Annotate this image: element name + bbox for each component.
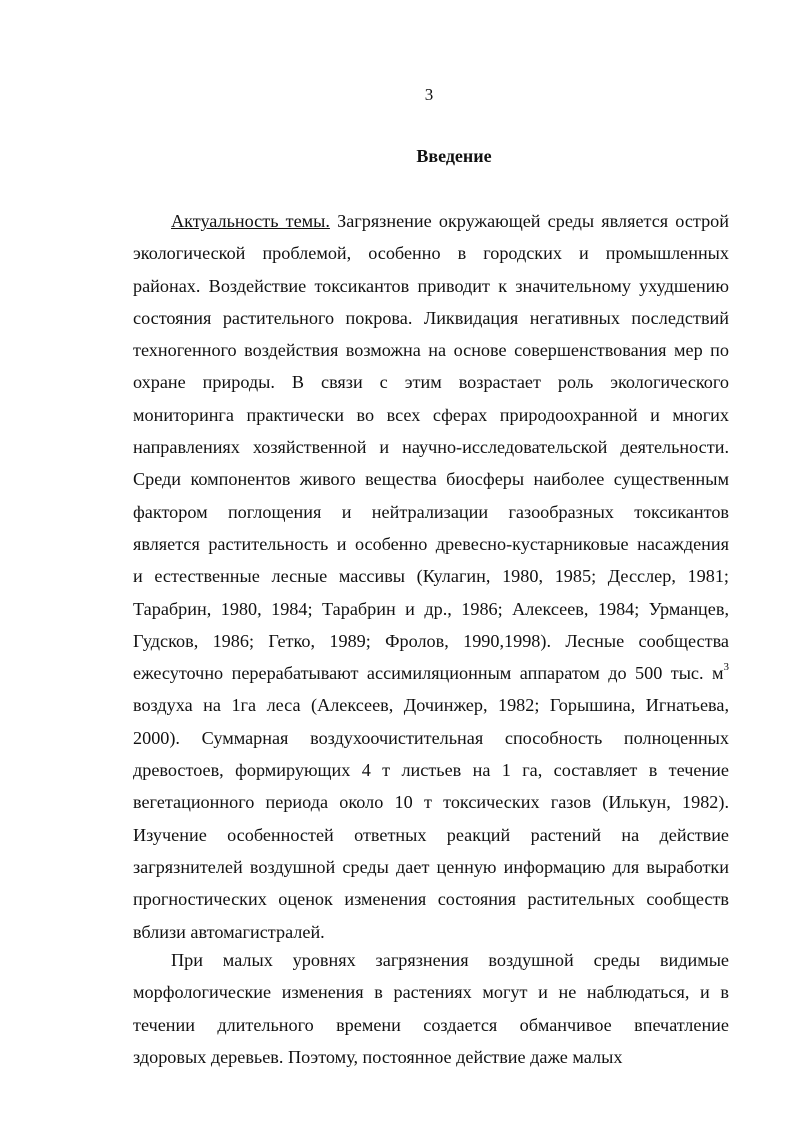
paragraph-line: охране природы. В связи с этим возрастает роль экологического (133, 372, 729, 393)
paragraph-line: воздуха на 1га леса (Алексеев, Дочинжер, 1982; Горышина, Игнатьева, (133, 695, 729, 716)
paragraph-line: направлениях хозяйственной и научно-исследовательской деятельности. (133, 437, 729, 458)
section-heading: Введение (416, 146, 492, 166)
paragraph-line (133, 657, 729, 689)
paragraph-line: техногенного воздействия возможна на основе совершенствования мер по (133, 340, 729, 361)
paragraph-line: здоровых деревьев. Поэтому, постоянное действие даже малых (133, 1046, 623, 1067)
line-text: ежесуточно перерабатывают ассимиляционным аппаратом до 500 тыс. м (133, 663, 724, 684)
paragraph-line: районах. Воздействие токсикантов приводит к значительному ухудшению (133, 275, 729, 296)
paragraph-line: 2000). Суммарная воздухоочистительная способность полноценных (133, 727, 729, 748)
superscript: 3 (723, 661, 729, 674)
paragraph-line: загрязнителей воздушной среды дает ценную информацию для выработки (133, 856, 729, 877)
line-text: Загрязнение окружающей среды является острой (329, 211, 729, 231)
paragraph-line: При малых уровнях загрязнения воздушной среды видимые (171, 950, 729, 970)
topic-title: Актуальность темы. (171, 211, 330, 231)
paragraph-line: мониторинга практически во всех сферах природоохранной и многих (133, 404, 729, 425)
paragraph-line: морфологические изменения в растениях могут и не наблюдаться, и в (133, 982, 729, 1003)
paragraph-line: является растительность и особенно древесно-кустарниковые насаждения (133, 533, 729, 554)
paragraph-line (133, 205, 729, 237)
page-number: 3 (424, 85, 434, 104)
paragraph-line: состояния растительного покрова. Ликвидация негативных последствий (133, 307, 729, 328)
paragraph-line: экологической проблемой, особенно в городских и промышленных (133, 243, 729, 264)
paragraph-line: вегетационного периода около 10 т токсических газов (Илькун, 1982). (133, 792, 729, 813)
paragraph-line: фактором поглощения и нейтрализации газообразных токсикантов (133, 501, 729, 522)
paragraph-line: Гудсков, 1986; Гетко, 1989; Фролов, 1990,1998). Лесные сообщества (133, 630, 729, 651)
paragraph-line: прогностических оценок изменения состояния растительных сообществ (133, 889, 729, 910)
paragraph-line: Изучение особенностей ответных реакций растений на действие (133, 824, 729, 845)
paragraph-line: и естественные лесные массивы (Кулагин, 1980, 1985; Десслер, 1981; (133, 566, 729, 587)
paragraph-line: течении длительного времени создается обманчивое впечатление (133, 1014, 729, 1035)
paragraph-line: древостоев, формирующих 4 т листьев на 1 га, составляет в течение (133, 760, 729, 781)
paragraph-line: вблизи автомагистралей. (133, 921, 325, 942)
paragraph-line: Среди компонентов живого вещества биосферы наиболее существенным (133, 469, 729, 490)
paragraph-line: Тарабрин, 1980, 1984; Тарабрин и др., 1986; Алексеев, 1984; Урманцев, (133, 598, 729, 619)
paragraph-relevance (133, 205, 729, 948)
paragraph-low-pollution (133, 944, 729, 1073)
